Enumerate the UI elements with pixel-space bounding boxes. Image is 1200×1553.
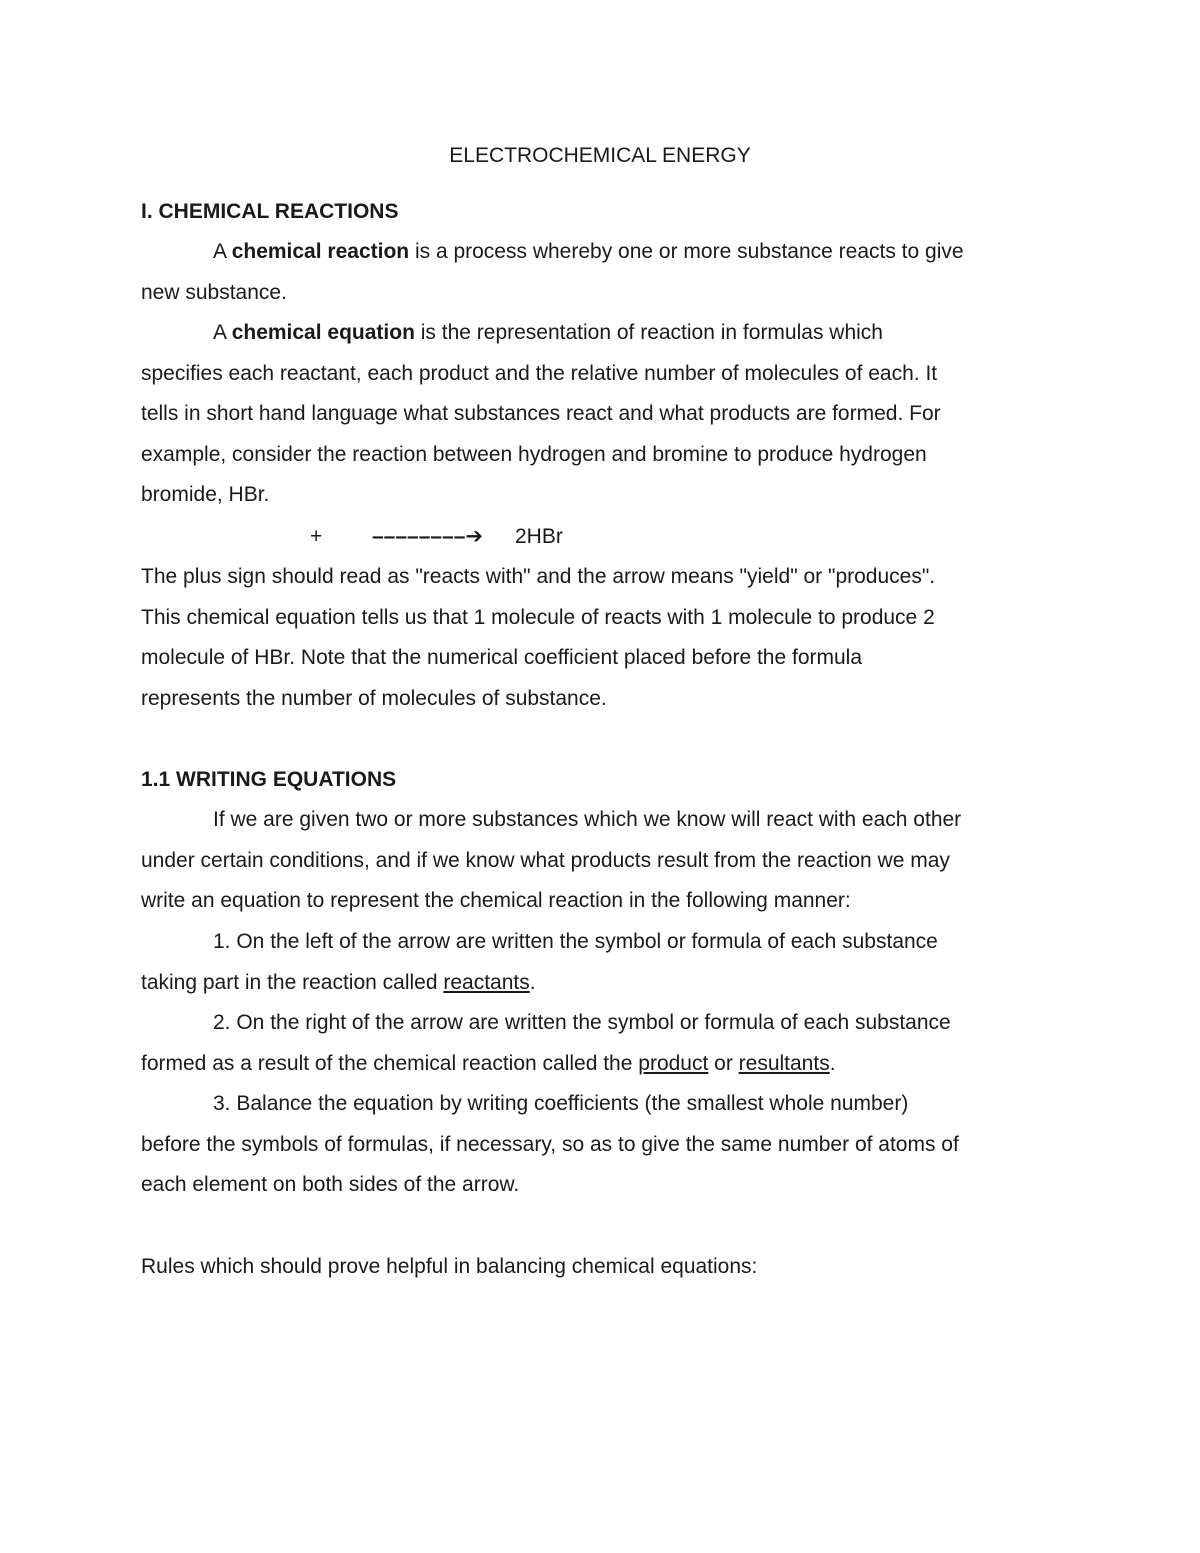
paragraph-writing-intro: If we are given two or more substances which we know will react with each other under certain conditions, and if we know what products result from the reaction we may write an equation to represent the chemical reaction in the following manner: xyxy=(141,808,962,913)
term-resultants: resultants xyxy=(738,1051,830,1075)
term-reactants: reactants xyxy=(443,970,530,994)
list-item-3: 3. Balance the equation by writing coefficients (the smallest whole number) before the symbols of formulas, if necessary, so as to give the same number of atoms of each element on both sides of the arrow. xyxy=(141,1092,959,1197)
list-item-1: 1. On the left of the arrow are written the symbol or formula of each substance taking part in the reaction called reactants. xyxy=(141,930,938,994)
term-chemical-reaction: chemical reaction xyxy=(231,240,410,263)
rules-intro: Rules which should prove helpful in balancing chemical equations: xyxy=(141,1255,758,1278)
term-chemical-equation: chemical equation xyxy=(231,321,415,344)
equation-arrow: ––––––––➔ xyxy=(372,525,484,548)
section-heading-writing-equations: 1.1 WRITING EQUATIONS xyxy=(141,768,397,791)
paragraph-chemical-reaction: A chemical reaction is a process whereby one or more substance reacts to give new substance. xyxy=(141,240,964,304)
equation-product: 2HBr xyxy=(515,525,563,548)
paragraph-chemical-equation: A chemical equation is the representation of reaction in formulas which specifies each reactant, each product and the relative number of molecules of each. It tells in short hand language what substances react and what products are formed. For example, consider the reaction between hydrogen and bromine to produce hydrogen bromide, HBr. xyxy=(141,321,941,507)
list-item-2: 2. On the right of the arrow are written the symbol or formula of each substance formed as a result of the chemical reaction called the product or resultants. xyxy=(141,1011,951,1075)
term-product: product xyxy=(638,1051,709,1075)
equation-plus: + xyxy=(310,525,323,548)
paragraph-equation-explanation: The plus sign should read as "reacts with" and the arrow means "yield" or "produces". This chemical equation tells us that 1 molecule of reacts with 1 molecule to produce 2 molecule of HBr. Note that the numerical coefficient placed before the formula represents the number of molecules of substance. xyxy=(141,565,936,710)
section-heading-chemical-reactions: I. CHEMICAL REACTIONS xyxy=(141,200,399,223)
document-title: ELECTROCHEMICAL ENERGY xyxy=(449,144,751,167)
